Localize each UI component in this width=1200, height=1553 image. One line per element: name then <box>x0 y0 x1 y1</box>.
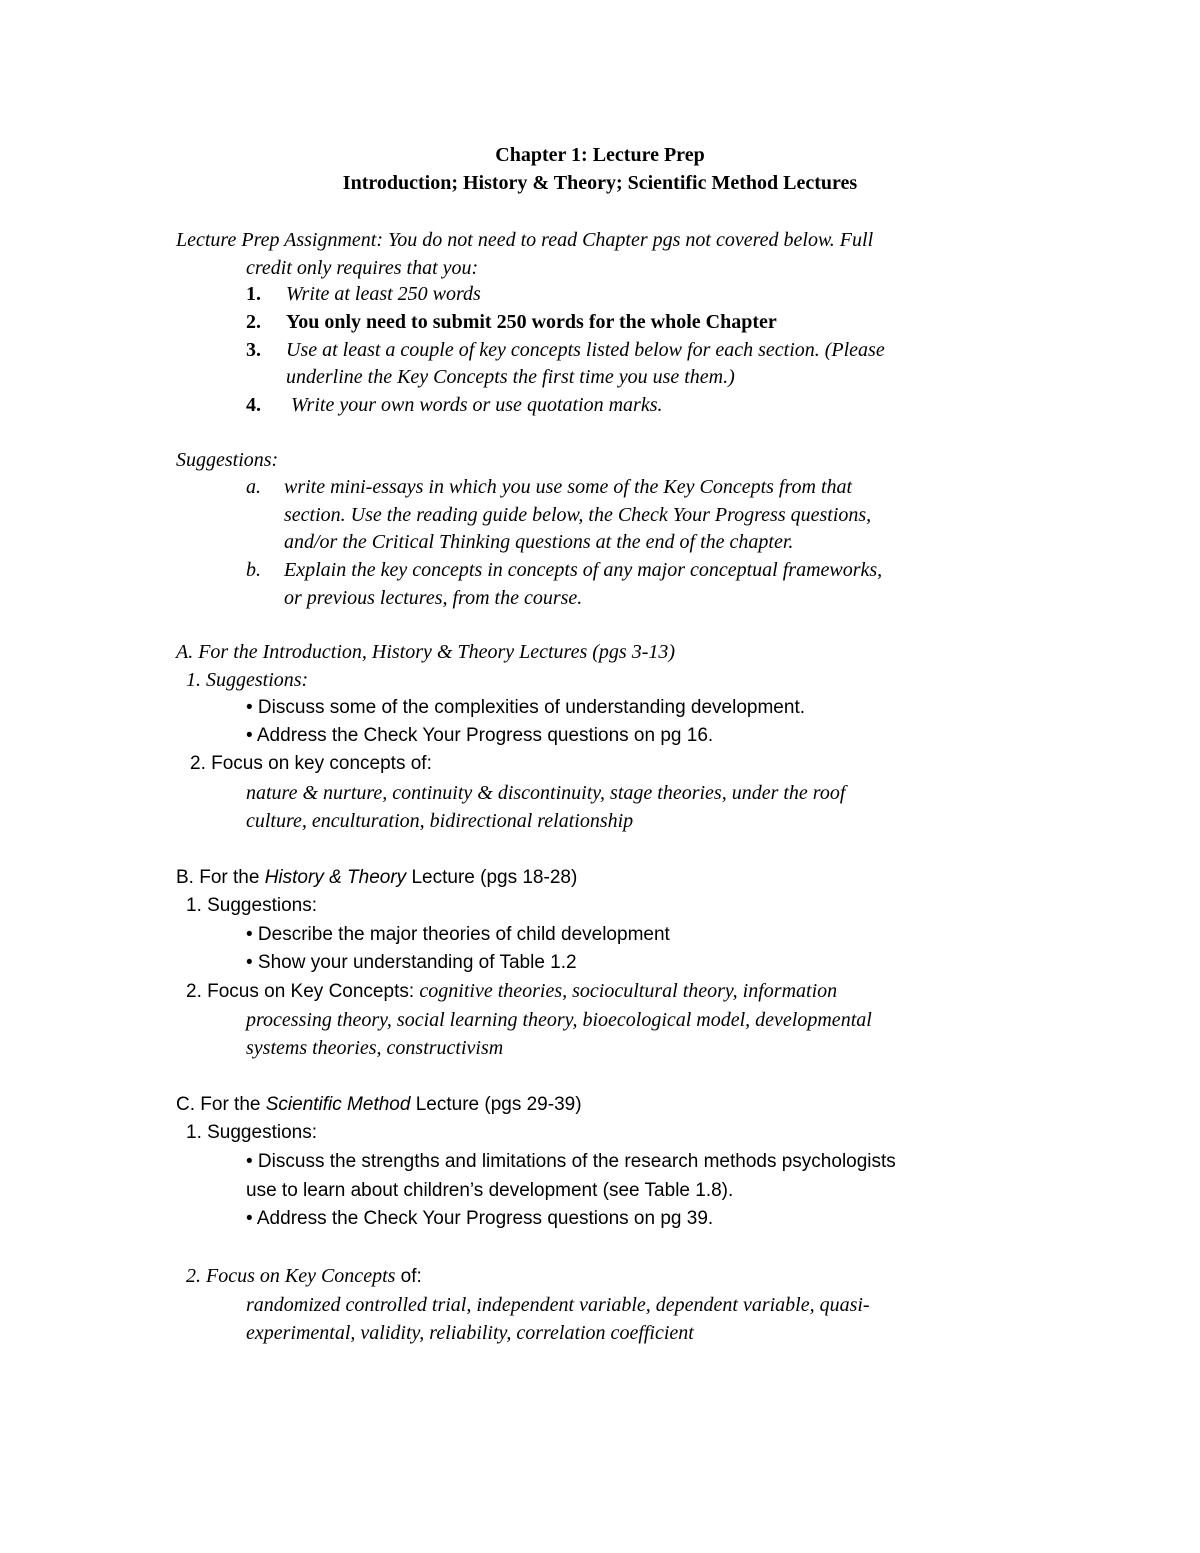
section-c-suggestions-label: 1. Suggestions: <box>186 1122 317 1143</box>
assignment-item-3-continued: underline the Key Concepts the first time you use them.) <box>286 366 735 388</box>
heading-suffix: Lecture (pgs 18-28) <box>406 867 578 888</box>
assignment-item-1 <box>246 281 481 307</box>
assignment-item-2 <box>246 309 777 335</box>
section-b-concepts-line-2: processing theory, social learning theory, bioecological model, developmental <box>246 1009 872 1031</box>
assignment-item-4 <box>246 392 663 418</box>
focus-label-emphasis: 2. Focus on Key Concepts <box>186 1265 396 1287</box>
item-text: Use at least a couple of key concepts listed below for each section. (Please <box>286 339 885 361</box>
section-b-bullet-2: • Show your understanding of Table 1.2 <box>246 952 577 973</box>
item-number: 2. <box>246 311 261 333</box>
section-a-concepts-line-1: nature & nurture, continuity & discontinuity, stage theories, under the roof <box>246 782 846 804</box>
item-text: Write at least 250 words <box>286 283 481 305</box>
section-c-bullet-1-continued: use to learn about children’s development (see Table 1.8). <box>246 1180 734 1201</box>
page-subtitle: Introduction; History & Theory; Scientific Method Lectures <box>342 172 858 194</box>
suggestion-letter: a. <box>246 476 261 498</box>
item-text: You only need to submit 250 words for the whole Chapter <box>286 311 777 333</box>
focus-label-suffix: of: <box>395 1266 422 1287</box>
section-b-concepts-line-1: cognitive theories, sociocultural theory, information <box>419 980 838 1002</box>
heading-prefix: C. For the <box>176 1094 266 1115</box>
heading-suffix: Lecture (pgs 29-39) <box>410 1094 582 1115</box>
section-b-suggestions-label: 1. Suggestions: <box>186 895 317 916</box>
assignment-intro-line-2: credit only requires that you: <box>246 257 479 279</box>
section-a-heading: A. For the Introduction, History & Theory Lectures (pgs 3-13) <box>176 641 676 663</box>
section-c-focus-label <box>186 1263 422 1290</box>
page-title: Chapter 1: Lecture Prep <box>495 144 705 166</box>
section-c-concepts-line-1: randomized controlled trial, independent variable, dependent variable, quasi- <box>246 1294 870 1316</box>
assignment-item-3 <box>246 337 885 363</box>
section-a-bullet-2: • Address the Check Your Progress questions on pg 16. <box>246 725 714 746</box>
suggestion-letter: b. <box>246 559 261 581</box>
suggestion-b <box>246 557 882 583</box>
section-b-focus-line-1 <box>186 978 837 1005</box>
suggestion-a-line-2: section. Use the reading guide below, the Check Your Progress questions, <box>284 504 872 526</box>
item-text: Write your own words or use quotation marks. <box>286 394 663 416</box>
section-a-suggestions-label: 1. Suggestions: <box>186 669 309 691</box>
heading-emphasis: History & Theory <box>264 867 407 888</box>
heading-prefix: B. For the <box>176 867 265 888</box>
section-a-concepts-line-2: culture, enculturation, bidirectional relationship <box>246 810 634 832</box>
section-c-bullet-1: • Discuss the strengths and limitations of the research methods psychologists <box>246 1151 896 1172</box>
section-a-focus-label: 2. Focus on key concepts of: <box>190 753 432 774</box>
section-c-heading <box>176 1092 582 1118</box>
section-a-bullet-1: • Discuss some of the complexities of understanding development. <box>246 697 805 718</box>
item-number: 4. <box>246 394 261 416</box>
heading-emphasis: Scientific Method <box>265 1094 411 1115</box>
section-b-focus-label: 2. Focus on Key Concepts: <box>186 981 420 1002</box>
item-number: 3. <box>246 339 261 361</box>
section-b-heading <box>176 865 577 891</box>
suggestions-label: Suggestions: <box>176 449 279 471</box>
suggestion-text: write mini-essays in which you use some of the Key Concepts from that <box>284 476 853 498</box>
section-c-concepts-line-2: experimental, validity, reliability, correlation coefficient <box>246 1322 694 1344</box>
item-number: 1. <box>246 283 261 305</box>
suggestion-a-line-3: and/or the Critical Thinking questions at the end of the chapter. <box>284 531 794 553</box>
section-b-concepts-line-3: systems theories, constructivism <box>246 1037 504 1059</box>
assignment-intro-line-1: Lecture Prep Assignment: You do not need to read Chapter pgs not covered below. Full <box>176 229 874 251</box>
section-b-bullet-1: • Describe the major theories of child development <box>246 924 670 945</box>
suggestion-b-line-2: or previous lectures, from the course. <box>284 587 583 609</box>
suggestion-text: Explain the key concepts in concepts of any major conceptual frameworks, <box>284 559 883 581</box>
section-c-bullet-2: • Address the Check Your Progress questions on pg 39. <box>246 1208 714 1229</box>
suggestion-a <box>246 474 852 500</box>
